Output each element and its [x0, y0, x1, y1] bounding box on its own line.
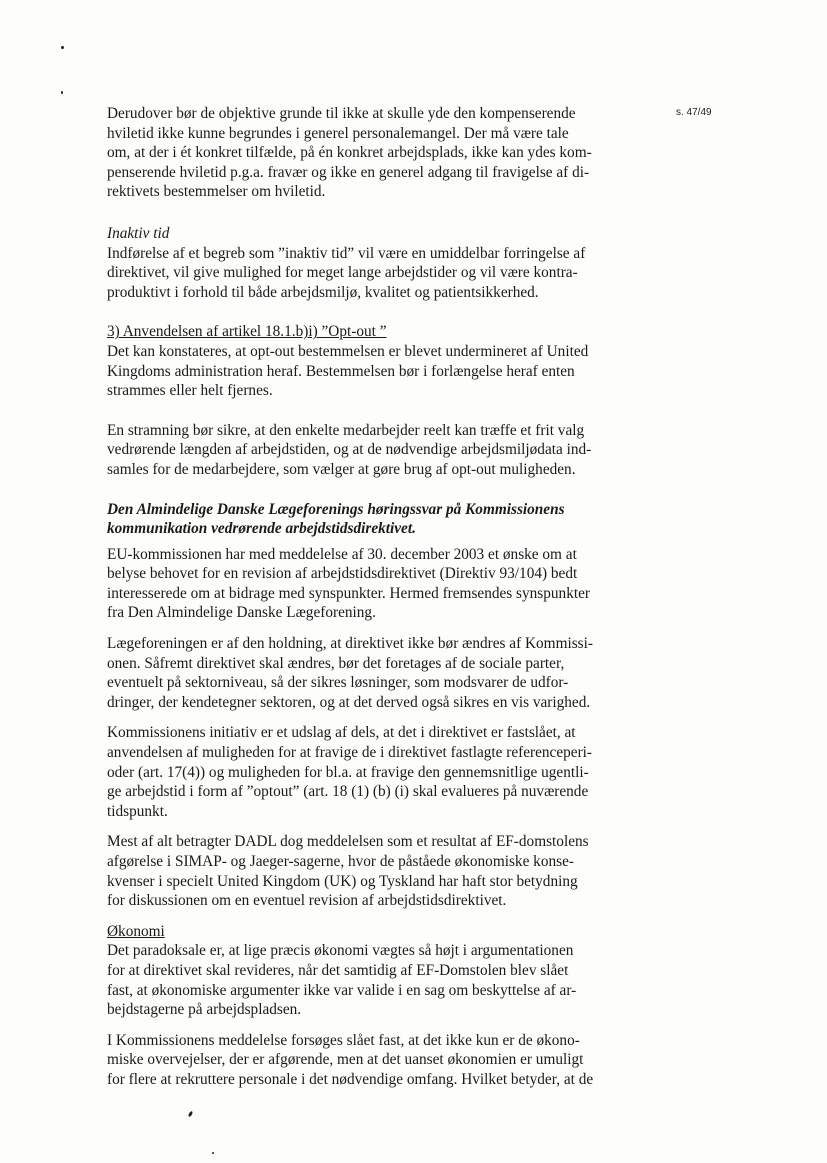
- text-line: samles for de medarbejdere, som vælger at gøre brug af opt-out muligheden.: [107, 460, 576, 478]
- heading-text: kommunikation vedrørende arbejdstidsdirektivet.: [107, 520, 416, 538]
- paragraph-dadl: [107, 832, 627, 910]
- text-line: om, at der i ét konkret tilfælde, på én konkret arbejdsplads, ikke kan ydes kom-: [107, 144, 592, 162]
- text-line: ge arbejdstid i form af ”optout” (art. 18 (1) (b) (i) skal evalueres på nuværende: [107, 783, 589, 801]
- heading-text: Den Almindelige Danske Lægeforenings høringssvar på Kommissionens: [107, 500, 565, 518]
- paragraph-inaktiv-tid: [107, 244, 627, 303]
- text-line: Lægeforeningen er af den holdning, at direktivet ikke bør ændres af Kommissi-: [107, 635, 593, 653]
- text-line: hviletid ikke kunne begrundes i generel personalemangel. Der må være tale: [107, 124, 569, 142]
- text-line: tidspunkt.: [107, 802, 168, 820]
- paragraph-meddelelse: [107, 1031, 627, 1090]
- text-line: anvendelsen af muligheden for at fravige de i direktivet fastlagte referenceperi-: [107, 744, 593, 762]
- text-line: rektivets bestemmelser om hviletid.: [107, 183, 326, 201]
- heading-inaktiv-tid: [107, 224, 627, 244]
- heading-horingssvar: [107, 500, 627, 539]
- text-line: eventuelt på sektorniveau, så der sikres løsninger, som modsvarer de udfor-: [107, 674, 569, 692]
- text-line: En stramning bør sikre, at den enkelte medarbejder reelt kan træffe et frit valg: [107, 421, 585, 439]
- scan-speck: [188, 1111, 194, 1118]
- text-line: fast, at økonomiske argumenter ikke var valide i en sag om beskyttelse af ar-: [107, 981, 577, 999]
- document-body: [107, 104, 627, 1090]
- text-line: oder (art. 17(4)) og muligheden for bl.a. at fravige den gennemsnitlige ugentli-: [107, 763, 589, 781]
- text-line: strammes eller helt fjernes.: [107, 382, 273, 400]
- text-line: kvenser i specielt United Kingdom (UK) og Tyskland har haft stor betydning: [107, 872, 578, 890]
- text-line: EU-kommissionen har med meddelelse af 30. december 2003 et ønske om at: [107, 545, 577, 563]
- heading-opt-out: [107, 322, 627, 342]
- text-line: interesserede om at bidrage med synspunkter. Hermed fremsendes synspunkter: [107, 584, 590, 602]
- text-line: vedrørende længden af arbejdstiden, og at de nødvendige arbejdsmiljødata ind-: [107, 441, 592, 459]
- text-line: Indførelse af et begreb som ”inaktiv tid” vil være en umiddelbar forringelse af: [107, 244, 586, 262]
- paragraph-laegeforeningen: [107, 634, 627, 712]
- text-line: Kingdoms administration heraf. Bestemmelsen bør i forlængelse heraf enten: [107, 362, 575, 380]
- text-line: for at direktivet skal revideres, når det samtidig af EF-Domstolen blev slået: [107, 961, 569, 979]
- heading-text: 3) Anvendelsen af artikel 18.1.b)i) ”Opt-out ”: [107, 323, 387, 341]
- text-line: for flere at rekruttere personale i det nødvendige omfang. Hvilket betyder, at de: [107, 1070, 594, 1088]
- paragraph-kommissionens-initiativ: [107, 723, 627, 821]
- text-line: Derudover bør de objektive grunde til ikke at skulle yde den kompenserende: [107, 105, 576, 122]
- text-line: onen. Såfremt direktivet skal ændres, bør det foretages af de sociale parter,: [107, 654, 565, 672]
- heading-okonomi: [107, 922, 627, 942]
- text-line: Kommissionens initiativ er et udslag af dels, at det i direktivet er fastslået, at: [107, 724, 576, 742]
- text-line: afgørelse i SIMAP- og Jaeger-sagerne, hvor de påståede økonomiske konse-: [107, 853, 574, 870]
- paragraph-eu-kommissionen: [107, 545, 627, 623]
- text-line: penserende hviletid p.g.a. fravær og ikke en generel adgang til fravigelse af di-: [107, 163, 590, 181]
- page-number: s. 47/49: [676, 107, 712, 118]
- text-line: miske overvejelser, der er afgørende, men at det uanset økonomien er umuligt: [107, 1051, 584, 1069]
- heading-text: Økonomi: [107, 922, 165, 940]
- text-line: belyse behovet for en revision af arbejdstidsdirektivet (Direktiv 93/104) bedt: [107, 565, 578, 583]
- text-line: Mest af alt betragter DADL dog meddelelsen som et resultat af EF-domstolens: [107, 833, 589, 851]
- paragraph-hviletid: [107, 104, 627, 202]
- text-line: for diskussionen om en eventuel revision af arbejdstidsdirektivet.: [107, 892, 507, 910]
- heading-text: Inaktiv tid: [107, 224, 170, 242]
- paragraph-opt-out: [107, 342, 627, 401]
- text-line: Det paradoksale er, at lige præcis økonomi vægtes så højt i argumentationen: [107, 942, 574, 960]
- scan-speck: [212, 1152, 214, 1154]
- scan-speck: [61, 46, 64, 49]
- text-line: fra Den Almindelige Danske Lægeforening.: [107, 604, 376, 622]
- text-line: I Kommissionens meddelelse forsøges slået fast, at det ikke kun er de økono-: [107, 1031, 580, 1049]
- paragraph-stramning: [107, 421, 627, 480]
- paragraph-paradoksale: [107, 941, 627, 1019]
- text-line: Det kan konstateres, at opt-out bestemmelsen er blevet undermineret af United: [107, 342, 589, 360]
- text-line: dringer, der kendetegner sektoren, og at det derved også sikres en vis varighed.: [107, 693, 591, 711]
- text-line: bejdstagerne på arbejdspladsen.: [107, 1001, 302, 1019]
- scan-speck: [61, 91, 63, 94]
- text-line: produktivt i forhold til både arbejdsmiljø, kvalitet og patientsikkerhed.: [107, 283, 539, 301]
- text-line: direktivet, vil give mulighed for meget lange arbejdstider og vil være kontra-: [107, 264, 578, 282]
